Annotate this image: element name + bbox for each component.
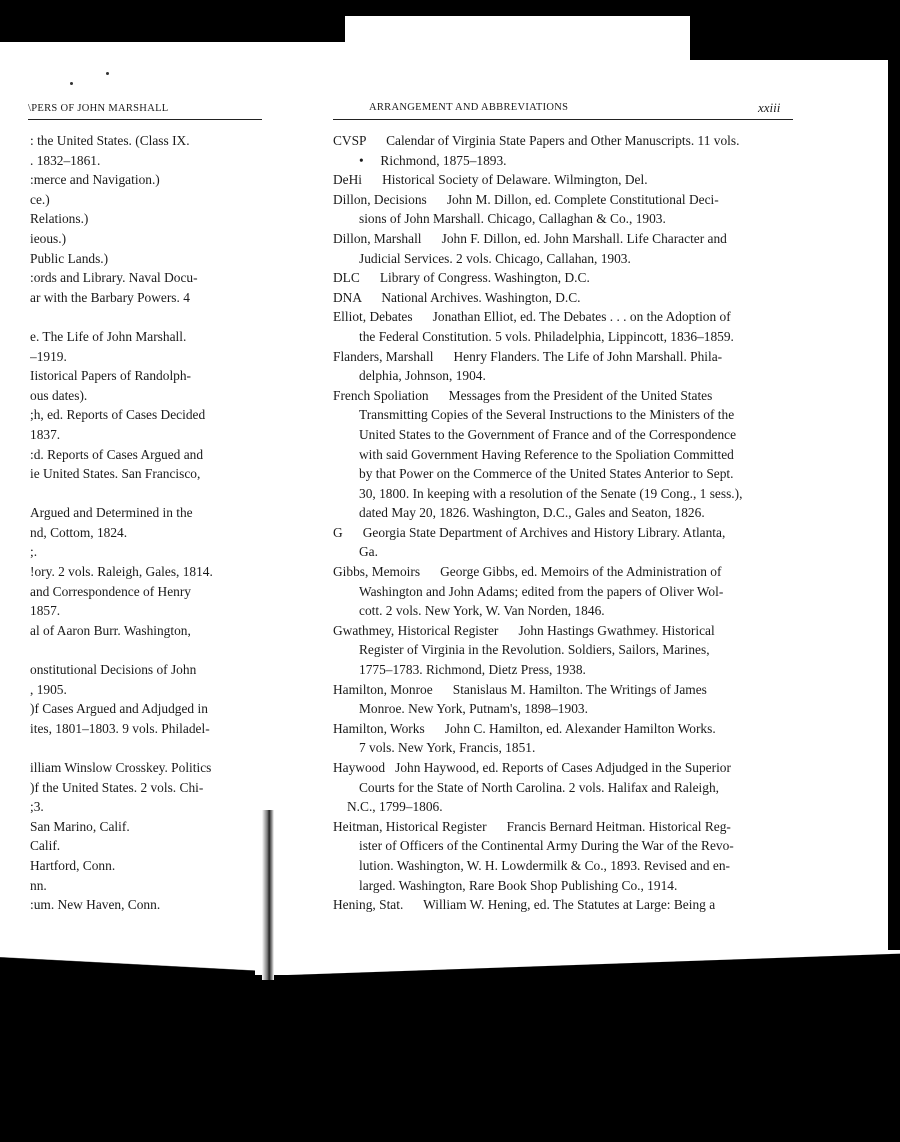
left-text-line: ous dates). xyxy=(30,387,88,403)
abbreviation-entry xyxy=(333,229,791,268)
entry-heading-line: French Spoliation Messages from the President of the United States xyxy=(333,387,713,403)
left-page-text xyxy=(30,131,270,915)
speck xyxy=(106,72,109,75)
entry-heading-line: Flanders, Marshall Henry Flanders. The Life of John Marshall. Phila- xyxy=(333,348,723,364)
abbreviation-entry xyxy=(333,170,791,190)
left-text-line: nn. xyxy=(30,877,47,893)
entry-heading-line: DLC Library of Congress. Washington, D.C. xyxy=(333,270,590,286)
left-text-line: ;3. xyxy=(30,799,44,815)
left-text-line: ieous.) xyxy=(30,230,67,246)
left-text-line xyxy=(30,738,270,758)
entry-heading-line: Hening, Stat. William W. Hening, ed. The Statutes at Large: Being a xyxy=(333,897,716,913)
entry-heading-line: DNA National Archives. Washington, D.C. xyxy=(333,289,581,305)
left-text-line: . 1832–1861. xyxy=(30,152,101,168)
entry-continuation-line: Judicial Services. 2 vols. Chicago, Callahan, 1903. xyxy=(359,250,631,266)
entry-heading-line: Gibbs, Memoirs George Gibbs, ed. Memoirs of the Administration of xyxy=(333,564,722,580)
left-text-line: ites, 1801–1803. 9 vols. Philadel- xyxy=(30,720,210,736)
left-text-line: ;. xyxy=(30,544,38,560)
abbreviation-entry xyxy=(333,307,791,346)
left-text-line: onstitutional Decisions of John xyxy=(30,662,197,678)
abbreviation-entry xyxy=(333,562,791,621)
speck xyxy=(70,82,73,85)
entry-heading-line: Hamilton, Works John C. Hamilton, ed. Alexander Hamilton Works. xyxy=(333,720,716,736)
entry-continuation-line: 7 vols. New York, Francis, 1851. xyxy=(359,740,536,756)
entry-heading-line: Gwathmey, Historical Register John Hastings Gwathmey. Historical xyxy=(333,622,715,638)
left-text-line: )f Cases Argued and Adjudged in xyxy=(30,701,208,717)
entry-continuation-line: larged. Washington, Rare Book Shop Publishing Co., 1914. xyxy=(359,877,678,893)
left-running-head: \PERS OF JOHN MARSHALL xyxy=(28,103,169,114)
abbreviation-entry xyxy=(333,719,791,758)
left-text-line: 1857. xyxy=(30,603,61,619)
left-text-line: Public Lands.) xyxy=(30,250,109,266)
left-text-line xyxy=(30,307,270,327)
entry-heading-line: Elliot, Debates Jonathan Elliot, ed. The Debates . . . on the Adoption of xyxy=(333,309,731,325)
entry-continuation-line: delphia, Johnson, 1904. xyxy=(359,368,486,384)
entry-continuation-line: the Federal Constitution. 5 vols. Philadelphia, Lippincott, 1836–1859. xyxy=(359,328,734,344)
left-text-line: Iistorical Papers of Randolph- xyxy=(30,368,192,384)
left-text-line: :ords and Library. Naval Docu- xyxy=(30,270,198,286)
abbreviation-entry xyxy=(333,386,791,523)
left-text-line: Calif. xyxy=(30,838,61,854)
entry-continuation-line: with said Government Having Reference to the Spoliation Committed xyxy=(359,446,734,462)
page-number: xxiii xyxy=(758,100,781,115)
left-text-line: !ory. 2 vols. Raleigh, Gales, 1814. xyxy=(30,564,213,580)
abbreviation-entry xyxy=(333,817,791,895)
entry-continuation-line: ister of Officers of the Continental Army During the War of the Revo- xyxy=(359,838,734,854)
abbreviation-entry xyxy=(333,680,791,719)
left-text-line: :um. New Haven, Conn. xyxy=(30,897,161,913)
entry-heading-line: Dillon, Decisions John M. Dillon, ed. Complete Constitutional Deci- xyxy=(333,191,719,207)
left-text-line: –1919. xyxy=(30,348,67,364)
left-header-rule xyxy=(28,119,262,120)
abbreviation-entry xyxy=(333,131,791,170)
left-text-line: San Marino, Calif. xyxy=(30,818,130,834)
entry-continuation-line: Monroe. New York, Putnam's, 1898–1903. xyxy=(359,701,588,717)
left-text-line: nd, Cottom, 1824. xyxy=(30,524,128,540)
left-text-line: )f the United States. 2 vols. Chi- xyxy=(30,779,204,795)
left-text-line: Relations.) xyxy=(30,211,89,227)
abbreviation-entry xyxy=(333,347,791,386)
entry-continuation-line: N.C., 1799–1806. xyxy=(347,799,443,815)
left-text-line: ;h, ed. Reports of Cases Decided xyxy=(30,407,206,423)
entry-continuation-line: dated May 20, 1826. Washington, D.C., Gales and Seaton, 1826. xyxy=(359,505,705,521)
left-text-line xyxy=(30,640,270,660)
scan-right-border xyxy=(888,40,900,980)
entry-continuation-line: 1775–1783. Richmond, Dietz Press, 1938. xyxy=(359,662,586,678)
abbreviation-entry xyxy=(333,268,791,288)
scan-top-tab xyxy=(345,16,690,50)
right-header-rule xyxy=(333,119,793,120)
abbreviation-entry xyxy=(333,621,791,680)
entry-continuation-line: 30, 1800. In keeping with a resolution of the Senate (19 Cong., 1 sess.), xyxy=(359,485,743,501)
left-text-line: ce.) xyxy=(30,191,50,207)
entry-continuation-line: Washington and John Adams; edited from the papers of Oliver Wol- xyxy=(359,583,724,599)
entry-heading-line: Dillon, Marshall John F. Dillon, ed. John Marshall. Life Character and xyxy=(333,230,727,246)
entry-continuation-line: • Richmond, 1875–1893. xyxy=(359,152,507,168)
left-text-line: :d. Reports of Cases Argued and xyxy=(30,446,204,462)
left-text-line xyxy=(30,484,270,504)
left-text-line: al of Aaron Burr. Washington, xyxy=(30,622,191,638)
entry-heading-line: CVSP Calendar of Virginia State Papers and Other Manuscripts. 11 vols. xyxy=(333,133,740,148)
abbreviation-entry xyxy=(333,288,791,308)
entry-continuation-line: United States to the Government of France and of the Correspondence xyxy=(359,426,737,442)
entry-heading-line: G Georgia State Department of Archives and History Library. Atlanta, xyxy=(333,524,726,540)
entry-continuation-line: cott. 2 vols. New York, W. Van Norden, 1846. xyxy=(359,603,605,619)
abbreviations-list xyxy=(333,131,791,915)
abbreviation-entry xyxy=(333,523,791,562)
left-text-line: Hartford, Conn. xyxy=(30,857,116,873)
left-text-line: ar with the Barbary Powers. 4 xyxy=(30,289,190,305)
abbreviation-entry xyxy=(333,895,791,915)
entry-heading-line: Hamilton, Monroe Stanislaus M. Hamilton. The Writings of James xyxy=(333,681,707,697)
entry-heading-line: DeHi Historical Society of Delaware. Wilmington, Del. xyxy=(333,172,648,188)
entry-continuation-line: Ga. xyxy=(359,544,378,560)
left-text-line: and Correspondence of Henry xyxy=(30,583,192,599)
left-text-line: Argued and Determined in the xyxy=(30,505,193,521)
entry-continuation-line: Transmitting Copies of the Several Instructions to the Ministers of the xyxy=(359,407,735,423)
left-text-line: , 1905. xyxy=(30,681,67,697)
left-text-line: :merce and Navigation.) xyxy=(30,172,160,188)
entry-heading-line: Haywood John Haywood, ed. Reports of Cases Adjudged in the Superior xyxy=(333,760,731,775)
entry-continuation-line: by that Power on the Commerce of the United States Anterior to Sept. xyxy=(359,466,734,482)
scan-bottom-border xyxy=(0,975,900,1142)
entry-continuation-line: Courts for the State of North Carolina. 2 vols. Halifax and Raleigh, xyxy=(359,779,719,795)
abbreviation-entry xyxy=(333,190,791,229)
entry-heading-line: Heitman, Historical Register Francis Bernard Heitman. Historical Reg- xyxy=(333,818,731,834)
abbreviation-entry xyxy=(333,758,791,817)
left-text-line: illiam Winslow Crosskey. Politics xyxy=(30,760,212,775)
entry-continuation-line: Register of Virginia in the Revolution. Soldiers, Sailors, Marines, xyxy=(359,642,710,658)
left-text-line: ie United States. San Francisco, xyxy=(30,466,201,482)
right-running-head: ARRANGEMENT AND ABBREVIATIONS xyxy=(369,102,569,113)
scan-top-right-border xyxy=(690,30,900,60)
entry-continuation-line: sions of John Marshall. Chicago, Callaghan & Co., 1903. xyxy=(359,211,666,227)
left-text-line: 1837. xyxy=(30,426,61,442)
left-text-line: e. The Life of John Marshall. xyxy=(30,328,187,344)
left-text-line: : the United States. (Class IX. xyxy=(30,133,190,148)
entry-continuation-line: lution. Washington, W. H. Lowdermilk & Co., 1893. Revised and en- xyxy=(359,857,730,873)
